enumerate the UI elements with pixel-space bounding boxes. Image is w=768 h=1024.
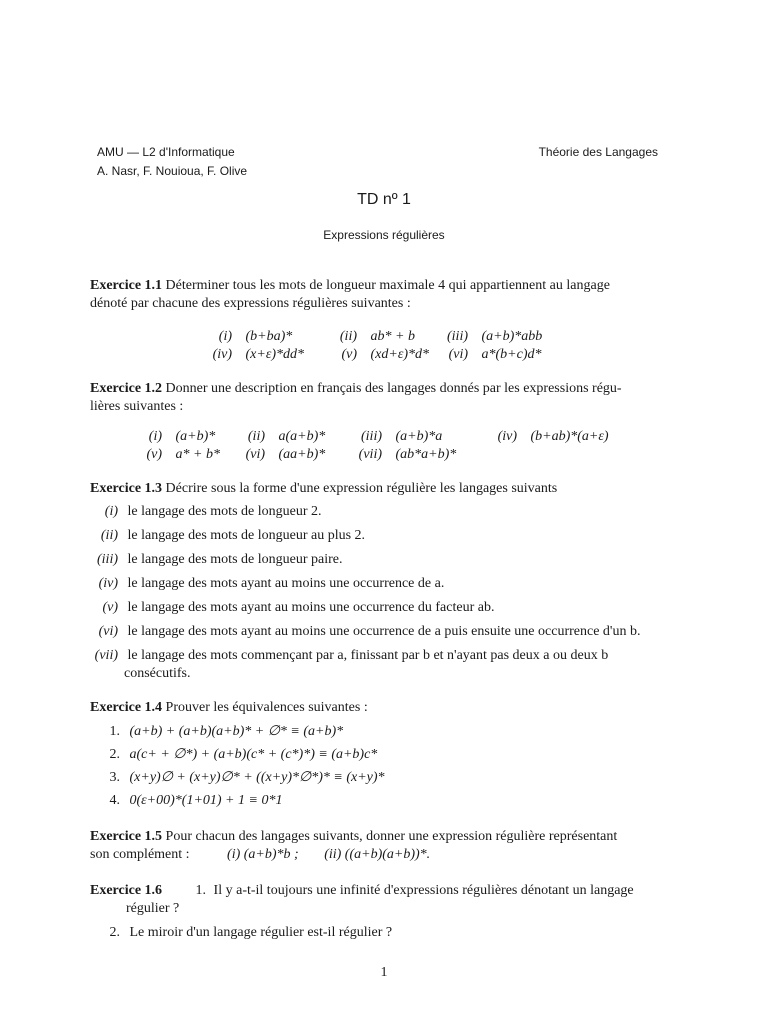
exercise-1-2-line1: [90, 380, 622, 398]
exercise-label: Exercice 1.1: [90, 278, 163, 293]
exercise-label: Exercice 1.5: [90, 829, 163, 844]
list-item: [88, 623, 640, 641]
exercise-label: Exercice 1.4: [90, 700, 163, 715]
math-expression: 0(ε+00)*(1+01) + 1 ≡ 0*1: [129, 793, 283, 808]
math-expression: a* + b*: [175, 447, 220, 462]
math-expression: (aa+b)*: [278, 447, 326, 462]
list-item: [100, 723, 343, 741]
item-text: le langage des mots de longueur au plus 2.: [127, 528, 366, 543]
item-number: (vi): [245, 447, 265, 462]
math-expression: (a+b) + (a+b)(a+b)* + ∅* ≡ (a+b)*: [129, 724, 344, 739]
ex2-math-row2: [138, 446, 456, 464]
item-number: (v): [341, 347, 357, 362]
list-item-continuation: consécutifs.: [124, 666, 191, 681]
item-number: (i): [148, 429, 162, 444]
exercise-text: Pour chacun des langages suivants, donner une expression régulière représentant: [165, 829, 618, 844]
math-expression: (x+ε)*dd*: [245, 347, 305, 362]
header-course: AMU — L2 d'Informatique: [97, 145, 235, 159]
exercise-1-6-line1: [90, 882, 634, 900]
item-number: (vii): [358, 447, 382, 462]
item-number: (v): [146, 447, 162, 462]
list-item: [88, 647, 608, 665]
exercise-text: son complément :: [90, 847, 190, 862]
exercise-1-1-line2: dénoté par chacune des expressions régulières suivantes :: [90, 296, 411, 311]
item-number: (iii): [361, 429, 382, 444]
item-text: le langage des mots ayant au moins une occurrence de a puis ensuite une occurrence d'un b.: [127, 624, 641, 639]
math-expression: (x+y)∅ + (x+y)∅* + ((x+y)*∅*)* ≡ (x+y)*: [129, 770, 385, 785]
page-number: 1: [380, 965, 388, 980]
item-number: (i): [104, 504, 118, 519]
math-expression: (a+b)*abb: [481, 329, 543, 344]
ex1-math-row1: [206, 328, 542, 346]
item-number: (vi): [98, 624, 118, 639]
list-item-continuation: régulier ?: [126, 901, 180, 916]
item-text: Le miroir d'un langage régulier est-il régulier ?: [129, 925, 393, 940]
math-expression: a*(b+c)d*: [481, 347, 542, 362]
item-number: (vi): [448, 347, 468, 362]
item-text: Il y a-t-il toujours une infinité d'expressions régulières dénotant un langage: [213, 883, 634, 898]
item-number: 4.: [109, 793, 120, 808]
exercise-label: Exercice 1.3: [90, 481, 163, 496]
item-number: 1.: [195, 883, 207, 898]
item-text: le langage des mots ayant au moins une occurrence de a.: [127, 576, 445, 591]
list-item: [100, 924, 392, 942]
ex2-math-row1: [138, 428, 609, 446]
math-expression: a(c+ + ∅*) + (a+b)(c* + (c*)*) ≡ (a+b)c*: [129, 747, 378, 762]
item-text: le langage des mots commençant par a, finissant par b et n'ayant pas deux a ou deux b: [127, 648, 609, 663]
item-number: (i): [218, 329, 232, 344]
page-subtitle: Expressions régulières: [323, 228, 445, 242]
list-item: [88, 503, 322, 521]
math-expression: (i) (a+b)*b ;: [227, 847, 299, 862]
math-expression: (ab*a+b)*: [395, 447, 457, 462]
item-number: (v): [102, 600, 118, 615]
item-number: (ii): [247, 429, 265, 444]
ex1-math-row2: [206, 346, 542, 364]
item-text: le langage des mots ayant au moins une occurrence du facteur ab.: [127, 600, 495, 615]
math-expression: (b+ba)*: [245, 329, 293, 344]
list-item: [100, 792, 282, 810]
item-number: (ii): [339, 329, 357, 344]
item-number: (iii): [97, 552, 118, 567]
math-expression: (a+b)*a: [395, 429, 443, 444]
item-number: 2.: [109, 747, 120, 762]
item-text: le langage des mots de longueur paire.: [127, 552, 343, 567]
list-item: [88, 527, 365, 545]
header-subject: Théorie des Langages: [538, 145, 658, 159]
exercise-1-5-line2: [90, 846, 430, 864]
item-text: le langage des mots de longueur 2.: [127, 504, 322, 519]
exercise-1-4-line1: [90, 699, 368, 717]
math-expression: (b+ab)*(a+ε): [530, 429, 609, 444]
item-number: (iv): [98, 576, 118, 591]
header-authors: A. Nasr, F. Nouioua, F. Olive: [97, 164, 248, 178]
item-number: 3.: [109, 770, 120, 785]
exercise-label: Exercice 1.6: [90, 883, 163, 898]
page-title: TD nº 1: [357, 191, 411, 208]
item-number: (iv): [212, 347, 232, 362]
list-item: [88, 575, 444, 593]
item-number: (iii): [447, 329, 468, 344]
list-item: [88, 551, 342, 569]
exercise-text: Prouver les équivalences suivantes :: [165, 700, 368, 715]
exercise-1-2-line2: lières suivantes :: [90, 399, 184, 414]
exercise-1-5-line1: [90, 828, 617, 846]
math-expression: (ii) ((a+b)(a+b))*.: [324, 847, 431, 862]
math-expression: (xd+ε)*d*: [370, 347, 430, 362]
list-item: [88, 599, 494, 617]
exercise-1-3-line1: [90, 480, 557, 498]
exercise-1-1-line1: [90, 277, 610, 295]
math-expression: (a+b)*: [175, 429, 216, 444]
math-expression: a(a+b)*: [278, 429, 326, 444]
item-number: 1.: [109, 724, 120, 739]
item-number: 2.: [109, 925, 120, 940]
exercise-label: Exercice 1.2: [90, 381, 163, 396]
exercise-text: Donner une description en français des langages donnés par les expressions régu-: [165, 381, 622, 396]
list-item: [100, 746, 377, 764]
item-number: (vii): [94, 648, 118, 663]
item-number: (ii): [100, 528, 118, 543]
exercise-text: Décrire sous la forme d'une expression régulière les langages suivants: [165, 481, 558, 496]
list-item: [100, 769, 385, 787]
exercise-text: Déterminer tous les mots de longueur maximale 4 qui appartiennent au langage: [165, 278, 610, 293]
item-number: (iv): [497, 429, 517, 444]
math-expression: ab* + b: [370, 329, 415, 344]
